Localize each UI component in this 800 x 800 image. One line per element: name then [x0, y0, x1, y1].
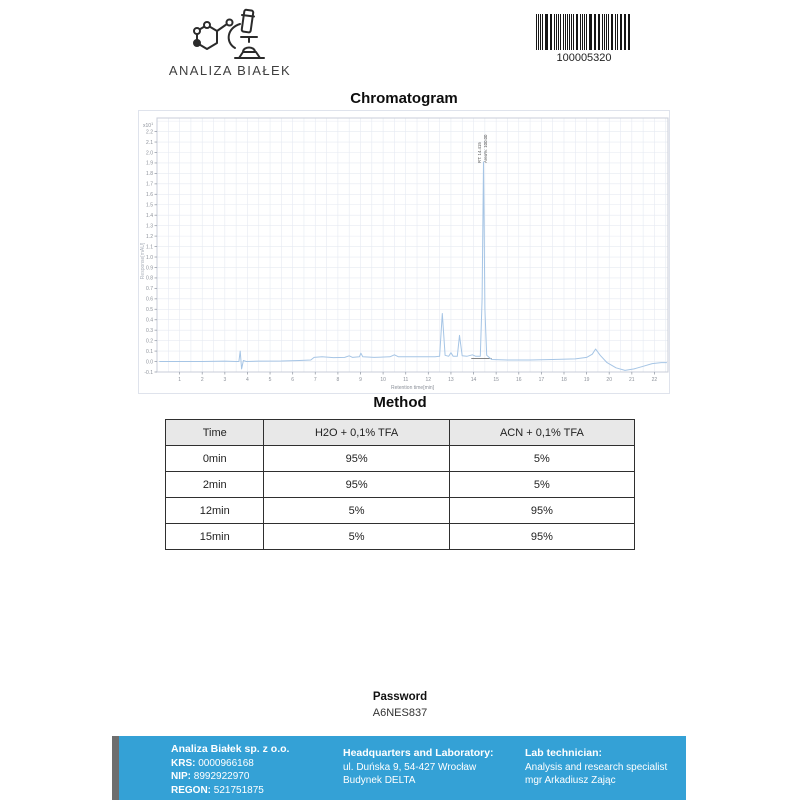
- y-tick-label: 0.6: [146, 296, 153, 303]
- x-tick-label: 6: [291, 377, 295, 383]
- barcode-bar: [546, 14, 547, 50]
- y-tick-label: 1.1: [146, 244, 153, 251]
- barcode-bar: [608, 14, 609, 50]
- footer-tech-title: Lab technician:: [525, 747, 603, 759]
- method-table-cell: 15min: [166, 524, 264, 550]
- barcode-bar: [582, 14, 583, 50]
- y-tick-label: 1.4: [146, 213, 153, 220]
- y-tick-label: 1.8: [146, 171, 153, 178]
- method-table: [165, 419, 635, 550]
- method-table-cell: 5%: [264, 498, 449, 524]
- brand-name: ANALIZA BIAŁEK: [168, 63, 292, 78]
- method-table-cell: 5%: [264, 524, 449, 550]
- method-table-cell: 5%: [449, 472, 634, 498]
- y-tick-label: 1.7: [146, 181, 153, 188]
- y-tick-label: 2.0: [146, 150, 153, 157]
- x-tick-label: 14: [470, 377, 477, 383]
- signal-trace: [159, 162, 667, 371]
- x-tick-label: 16: [515, 377, 522, 383]
- barcode-bar: [624, 14, 625, 50]
- barcode-bar: [606, 14, 607, 50]
- x-tick-label: 10: [380, 377, 386, 383]
- barcode-bar: [536, 14, 537, 50]
- footer-hq-line: ul. Duńska 9, 54-427 Wrocław: [343, 761, 477, 773]
- footer-technician-block: [525, 747, 667, 788]
- password-label: Password: [372, 691, 428, 703]
- method-table-cell: 95%: [264, 472, 449, 498]
- y-tick-label: 0.4: [146, 317, 153, 324]
- peak-rt-annotation: RT: 14.415: [476, 142, 482, 163]
- y-tick-label: 2.1: [146, 139, 153, 146]
- barcode-bar: [573, 14, 574, 50]
- footer-tech-line: Analysis and research specialist: [525, 761, 668, 773]
- barcode-value: 100005320: [556, 52, 612, 64]
- barcode-bar: [556, 14, 557, 50]
- barcode-bar: [590, 14, 591, 50]
- y-tick-label: 0.8: [146, 275, 153, 282]
- barcode-bar: [551, 14, 552, 50]
- x-tick-label: 19: [583, 377, 590, 383]
- barcode-bar: [560, 14, 561, 50]
- x-tick-label: 11: [403, 377, 409, 383]
- footer-shadow-edge: [112, 736, 119, 800]
- footer-company-name: Analiza Białek sp. z o.o.: [171, 743, 290, 755]
- method-table-header: H2O + 0,1% TFA: [264, 420, 449, 446]
- password-value: A6NES837: [372, 707, 428, 719]
- method-table-row: [166, 498, 635, 524]
- barcode-bar: [629, 14, 630, 50]
- footer-hq-title: Headquarters and Laboratory:: [343, 747, 494, 759]
- peak-area-annotation: Area%: 100.00: [482, 134, 488, 163]
- x-tick-label: 2: [200, 377, 204, 383]
- y-tick-label: 0.1: [146, 348, 153, 355]
- y-tick-label: 1.0: [146, 254, 153, 261]
- x-tick-label: 5: [268, 377, 272, 383]
- x-tick-label: 17: [538, 377, 545, 383]
- y-tick-label: 1.2: [146, 233, 153, 240]
- y-tick-label: 0.3: [146, 327, 153, 334]
- method-table-cell: 95%: [449, 524, 634, 550]
- y-tick-label: 0.9: [146, 265, 153, 272]
- x-tick-label: 1: [178, 377, 182, 383]
- method-table-cell: 0min: [166, 446, 264, 472]
- x-tick-label: 12: [425, 377, 432, 383]
- method-table-row: [166, 446, 635, 472]
- method-table-cell: 95%: [264, 446, 449, 472]
- barcode-bar: [542, 14, 543, 50]
- x-tick-label: 13: [448, 377, 454, 383]
- x-tick-label: 18: [561, 377, 567, 383]
- barcode-bar: [599, 14, 600, 50]
- method-table-row: [166, 524, 635, 550]
- x-tick-label: 15: [493, 377, 499, 383]
- y-tick-label: 1.6: [146, 192, 153, 199]
- barcode-bar: [589, 14, 590, 50]
- footer-headquarters-block: [343, 747, 494, 788]
- footer-company-id: KRS: 0000966168: [171, 757, 254, 769]
- y-tick-label: 2.2: [146, 129, 153, 136]
- y-tick-label: 1.5: [146, 202, 153, 209]
- footer-company-id: NIP: 8992922970: [171, 771, 250, 782]
- y-tick-label: 0.7: [146, 286, 153, 293]
- x-tick-label: 9: [359, 377, 362, 383]
- x-tick-label: 8: [336, 377, 340, 383]
- footer-company-id: REGON: 521751875: [171, 784, 264, 796]
- x-tick-label: 7: [313, 377, 317, 383]
- method-table-cell: 5%: [449, 446, 634, 472]
- barcode-bar: [540, 14, 541, 50]
- y-axis-title: Response[mAU]: [140, 242, 146, 280]
- microscope-molecule-icon: [183, 6, 275, 64]
- barcode-bar: [612, 14, 613, 50]
- barcode: [536, 14, 632, 50]
- footer-company-block: [171, 743, 289, 797]
- y-tick-label: -0.1: [144, 369, 153, 376]
- x-tick-label: 22: [651, 377, 658, 383]
- y-tick-label: 0.0: [146, 359, 153, 366]
- chromatogram-title: Chromatogram: [350, 90, 458, 107]
- footer-hq-line: Budynek DELTA: [343, 775, 416, 786]
- barcode-bar: [565, 14, 566, 50]
- y-tick-label: 1.3: [146, 223, 153, 230]
- method-table-cell: 12min: [166, 498, 264, 524]
- method-table-header: Time: [166, 420, 264, 446]
- x-tick-label: 3: [223, 377, 227, 383]
- barcode-bar: [617, 14, 618, 50]
- x-tick-label: 21: [629, 377, 635, 383]
- method-table-cell: 2min: [166, 472, 264, 498]
- chromatogram-plot: [139, 111, 669, 393]
- chromatogram-chart: [138, 110, 670, 394]
- footer-tech-line: mgr Arkadiusz Zając: [525, 775, 616, 786]
- method-table-header: ACN + 0,1% TFA: [449, 420, 634, 446]
- barcode-bar: [577, 14, 578, 50]
- plot-border: [157, 118, 668, 372]
- company-logo: [183, 6, 275, 64]
- barcode-bar: [554, 14, 555, 50]
- method-title: Method: [373, 394, 427, 411]
- barcode-bar: [571, 14, 572, 50]
- y-scale-label: $x10^1$: [143, 122, 154, 129]
- x-axis-title: Retention time[min]: [390, 385, 435, 391]
- x-tick-label: 20: [606, 377, 612, 383]
- y-tick-label: 0.5: [146, 307, 153, 314]
- y-tick-label: 1.9: [146, 160, 153, 167]
- method-table-row: [166, 472, 635, 498]
- x-tick-label: 4: [246, 377, 249, 383]
- barcode-bar: [586, 14, 587, 50]
- method-table-cell: 95%: [449, 498, 634, 524]
- y-tick-label: 0.2: [146, 338, 153, 345]
- footer-band: [119, 736, 686, 800]
